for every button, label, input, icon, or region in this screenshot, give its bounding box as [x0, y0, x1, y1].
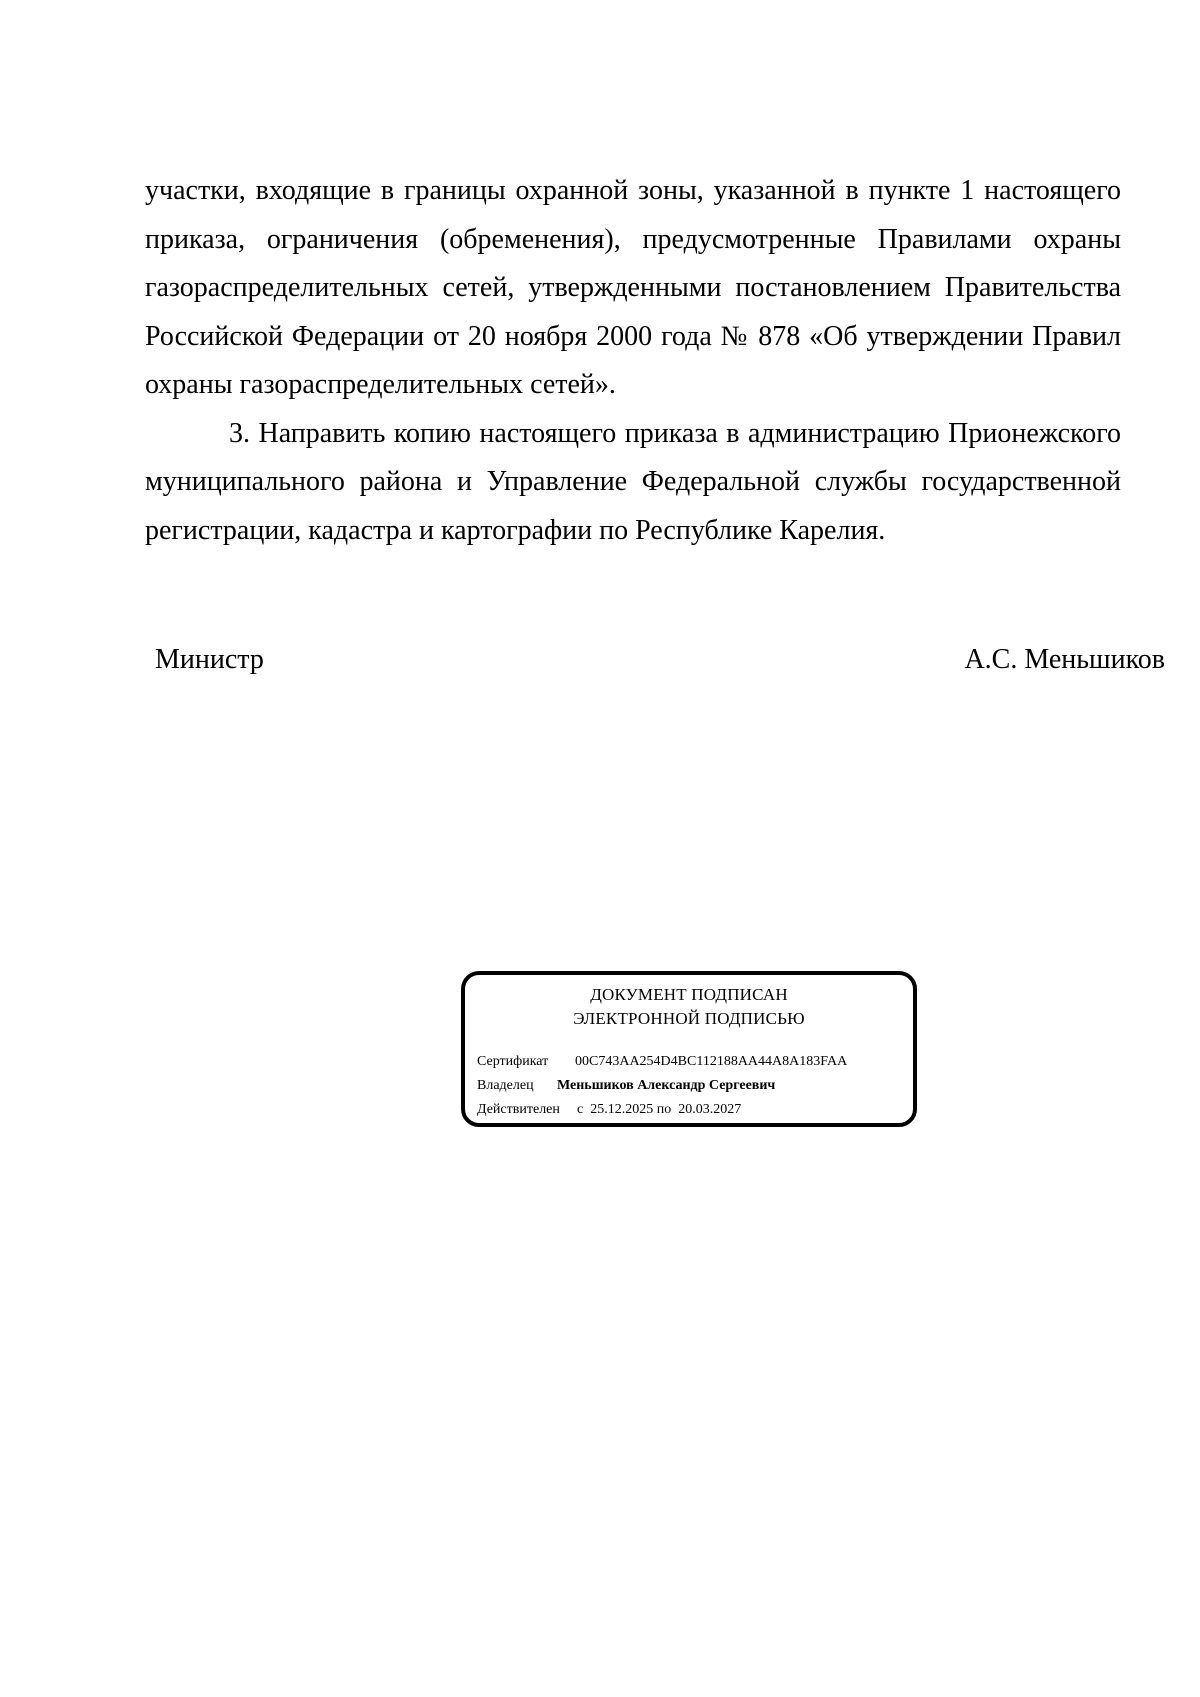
document-body — [145, 167, 1121, 555]
certificate-value: 00C743AA254D4BC112188AA44A8A183FAA — [575, 1054, 848, 1069]
paragraph-item-3: 3. Направить копию настоящего приказа в администрацию Прионежского муниципального района и Управление Федеральной службы государственной регистрации, кадастра и картографии по Республике Карелия. — [145, 417, 1121, 546]
stamp-title-line1: ДОКУМЕНТ ПОДПИСАН — [590, 985, 788, 1004]
validity-to-word: по — [656, 1102, 672, 1117]
owner-label: Владелец — [477, 1078, 534, 1093]
stamp-title-line2: ЭЛЕКТРОННОЙ ПОДПИСЬЮ — [573, 1009, 805, 1028]
validity-from-date: 25.12.2025 — [590, 1102, 654, 1117]
stamp-validity-row — [477, 1100, 741, 1120]
certificate-label: Сертификат — [477, 1054, 549, 1069]
validity-from-word: с — [577, 1102, 584, 1117]
validity-to-date: 20.03.2027 — [678, 1102, 742, 1117]
electronic-signature-stamp — [461, 971, 917, 1127]
signature-block — [155, 638, 1165, 682]
signatory-name: А.С. Меньшиков — [964, 644, 1165, 675]
validity-label: Действителен — [477, 1102, 560, 1117]
stamp-owner-row — [477, 1076, 775, 1096]
stamp-certificate-row — [477, 1052, 847, 1072]
paragraph-continuation: участки, входящие в границы охранной зоны, указанной в пункте 1 настоящего приказа, ограничения (обременения), предусмотренные Правилами охраны газораспределительных сетей, утвержденными постановлением Правительства Российской Федерации от 20 ноября 2000 года № 878 «Об утверждении Правил охраны газораспределительных сетей». — [145, 175, 1121, 400]
signatory-position: Министр — [155, 644, 264, 675]
owner-value: Меньшиков Александр Сергеевич — [557, 1078, 776, 1093]
